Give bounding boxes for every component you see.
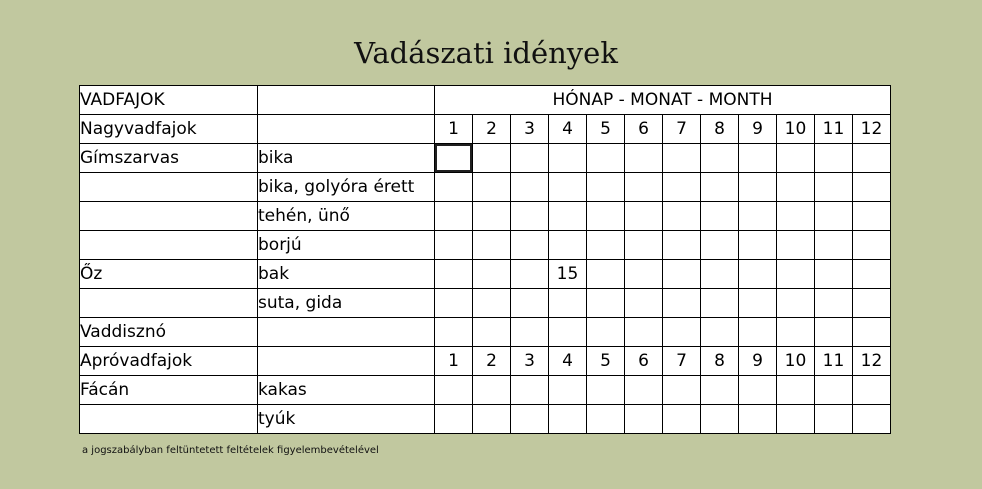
- season-open-cell[interactable]: [701, 260, 739, 289]
- season-closed-cell[interactable]: [739, 405, 777, 434]
- season-closed-cell[interactable]: [473, 231, 511, 260]
- species-cell[interactable]: Gímszarvas: [80, 144, 258, 173]
- section-label[interactable]: Nagyvadfajok: [80, 115, 258, 144]
- season-open-cell[interactable]: [777, 376, 815, 405]
- season-open-cell[interactable]: [511, 318, 549, 347]
- table-row: [80, 376, 891, 405]
- season-open-cell[interactable]: [587, 231, 625, 260]
- season-closed-cell[interactable]: [511, 173, 549, 202]
- season-open-cell[interactable]: [435, 144, 473, 173]
- season-closed-cell[interactable]: [587, 405, 625, 434]
- season-open-cell[interactable]: [625, 260, 663, 289]
- season-closed-cell[interactable]: [701, 405, 739, 434]
- season-closed-cell[interactable]: [473, 405, 511, 434]
- subcategory-header[interactable]: [258, 86, 435, 115]
- season-closed-cell[interactable]: [815, 173, 853, 202]
- table-row: [80, 318, 891, 347]
- season-closed-cell[interactable]: [549, 376, 587, 405]
- season-closed-cell[interactable]: [511, 289, 549, 318]
- season-closed-cell[interactable]: [701, 289, 739, 318]
- subcategory-cell[interactable]: tyúk: [258, 405, 435, 434]
- species-cell[interactable]: [80, 289, 258, 318]
- season-closed-cell[interactable]: [549, 144, 587, 173]
- season-closed-cell[interactable]: [587, 202, 625, 231]
- subcategory-cell[interactable]: bak: [258, 260, 435, 289]
- season-open-cell[interactable]: [777, 405, 815, 434]
- season-closed-cell[interactable]: [625, 173, 663, 202]
- season-closed-cell[interactable]: [473, 260, 511, 289]
- section-empty-cell[interactable]: [258, 115, 435, 144]
- month-number-cell[interactable]: 6: [625, 347, 663, 376]
- season-closed-cell[interactable]: [587, 376, 625, 405]
- species-header[interactable]: VADFAJOK: [80, 86, 258, 115]
- season-closed-cell[interactable]: [511, 144, 549, 173]
- month-number-cell[interactable]: 8: [701, 347, 739, 376]
- season-open-cell[interactable]: [663, 260, 701, 289]
- season-open-cell[interactable]: [435, 376, 473, 405]
- season-open-cell[interactable]: [739, 173, 777, 202]
- subcategory-cell[interactable]: kakas: [258, 376, 435, 405]
- season-open-cell[interactable]: [625, 318, 663, 347]
- month-number-cell[interactable]: 6: [625, 115, 663, 144]
- header-row: [80, 86, 891, 115]
- season-closed-cell[interactable]: [473, 173, 511, 202]
- season-open-cell[interactable]: [815, 405, 853, 434]
- season-closed-cell[interactable]: [663, 173, 701, 202]
- species-cell[interactable]: [80, 173, 258, 202]
- season-closed-cell[interactable]: [587, 173, 625, 202]
- month-number-cell[interactable]: 2: [473, 115, 511, 144]
- subcategory-cell[interactable]: [258, 318, 435, 347]
- species-cell[interactable]: [80, 231, 258, 260]
- month-number-cell[interactable]: 4: [549, 115, 587, 144]
- table-row: [80, 231, 891, 260]
- season-closed-cell[interactable]: [625, 405, 663, 434]
- season-open-cell[interactable]: [435, 405, 473, 434]
- season-open-cell[interactable]: [815, 318, 853, 347]
- subcategory-cell[interactable]: bika: [258, 144, 435, 173]
- season-closed-cell[interactable]: [701, 173, 739, 202]
- season-open-cell[interactable]: [435, 231, 473, 260]
- month-number-cell[interactable]: 8: [701, 115, 739, 144]
- season-closed-cell[interactable]: [587, 144, 625, 173]
- month-number-cell[interactable]: 3: [511, 115, 549, 144]
- season-closed-cell[interactable]: [853, 173, 891, 202]
- table-row: [80, 260, 891, 289]
- season-closed-cell[interactable]: [853, 289, 891, 318]
- season-closed-cell[interactable]: [663, 289, 701, 318]
- season-closed-cell[interactable]: [625, 202, 663, 231]
- season-open-cell[interactable]: [815, 202, 853, 231]
- season-closed-cell[interactable]: [663, 231, 701, 260]
- month-number-cell[interactable]: 10: [777, 115, 815, 144]
- month-number-cell[interactable]: 12: [853, 115, 891, 144]
- hunting-season-table: [79, 85, 891, 434]
- month-number-cell[interactable]: 9: [739, 115, 777, 144]
- season-open-cell[interactable]: [739, 260, 777, 289]
- season-closed-cell[interactable]: [587, 289, 625, 318]
- season-closed-cell[interactable]: [701, 231, 739, 260]
- season-open-cell[interactable]: [473, 376, 511, 405]
- month-number-cell[interactable]: 3: [511, 347, 549, 376]
- season-open-cell[interactable]: [587, 260, 625, 289]
- season-open-cell[interactable]: [777, 231, 815, 260]
- season-open-cell[interactable]: [739, 318, 777, 347]
- month-number-cell[interactable]: 1: [435, 115, 473, 144]
- season-open-cell[interactable]: [701, 318, 739, 347]
- section-label[interactable]: Apróvadfajok: [80, 347, 258, 376]
- subcategory-cell[interactable]: bika, golyóra érett: [258, 173, 435, 202]
- season-open-cell[interactable]: [853, 202, 891, 231]
- species-cell[interactable]: [80, 202, 258, 231]
- season-closed-cell[interactable]: [549, 289, 587, 318]
- season-closed-cell[interactable]: [625, 144, 663, 173]
- season-open-cell[interactable]: [853, 144, 891, 173]
- table-row: [80, 289, 891, 318]
- species-cell[interactable]: [80, 405, 258, 434]
- season-open-cell[interactable]: [777, 144, 815, 173]
- season-closed-cell[interactable]: [511, 231, 549, 260]
- season-closed-cell[interactable]: [511, 376, 549, 405]
- season-open-cell[interactable]: [777, 318, 815, 347]
- season-open-cell[interactable]: [777, 260, 815, 289]
- season-open-cell[interactable]: [739, 144, 777, 173]
- season-open-cell[interactable]: [815, 144, 853, 173]
- season-closed-cell[interactable]: [701, 202, 739, 231]
- table-row: [80, 405, 891, 434]
- season-closed-cell[interactable]: [663, 405, 701, 434]
- month-number-cell[interactable]: 9: [739, 347, 777, 376]
- season-closed-cell[interactable]: [815, 289, 853, 318]
- month-number-cell[interactable]: 1: [435, 347, 473, 376]
- season-closed-cell[interactable]: [777, 289, 815, 318]
- season-closed-cell[interactable]: [625, 289, 663, 318]
- season-closed-cell[interactable]: [435, 260, 473, 289]
- season-closed-cell[interactable]: [511, 405, 549, 434]
- species-cell[interactable]: Fácán: [80, 376, 258, 405]
- season-closed-cell[interactable]: [663, 202, 701, 231]
- season-closed-cell[interactable]: [435, 173, 473, 202]
- season-closed-cell[interactable]: [511, 202, 549, 231]
- subcategory-cell[interactable]: suta, gida: [258, 289, 435, 318]
- season-open-cell[interactable]: [739, 202, 777, 231]
- footnote: a jogszabályban feltüntetett feltételek figyelembevételével: [82, 445, 379, 456]
- season-closed-cell[interactable]: [663, 376, 701, 405]
- season-open-cell[interactable]: [473, 318, 511, 347]
- month-number-cell[interactable]: 7: [663, 347, 701, 376]
- season-closed-cell[interactable]: 15: [549, 260, 587, 289]
- season-closed-cell[interactable]: [549, 405, 587, 434]
- season-open-cell[interactable]: [853, 231, 891, 260]
- season-open-cell[interactable]: [625, 231, 663, 260]
- month-number-cell[interactable]: 12: [853, 347, 891, 376]
- season-open-cell[interactable]: [815, 376, 853, 405]
- season-open-cell[interactable]: [853, 405, 891, 434]
- month-number-cell[interactable]: 11: [815, 347, 853, 376]
- season-open-cell[interactable]: [549, 318, 587, 347]
- section-row: [80, 115, 891, 144]
- season-closed-cell[interactable]: [549, 173, 587, 202]
- month-header[interactable]: HÓNAP - MONAT - MONTH: [435, 86, 891, 115]
- species-cell[interactable]: Őz: [80, 260, 258, 289]
- season-closed-cell[interactable]: [701, 144, 739, 173]
- season-closed-cell[interactable]: [853, 260, 891, 289]
- section-empty-cell[interactable]: [258, 347, 435, 376]
- season-open-cell[interactable]: [587, 318, 625, 347]
- section-row: [80, 347, 891, 376]
- season-open-cell[interactable]: [435, 202, 473, 231]
- season-open-cell[interactable]: [739, 231, 777, 260]
- table-row: [80, 173, 891, 202]
- season-open-cell[interactable]: [435, 318, 473, 347]
- season-open-cell[interactable]: [549, 231, 587, 260]
- month-number-cell[interactable]: 10: [777, 347, 815, 376]
- season-open-cell[interactable]: [815, 231, 853, 260]
- season-closed-cell[interactable]: [701, 376, 739, 405]
- page-title: Vadászati idények: [354, 36, 618, 70]
- season-closed-cell[interactable]: [549, 202, 587, 231]
- subcategory-cell[interactable]: borjú: [258, 231, 435, 260]
- month-number-cell[interactable]: 5: [587, 347, 625, 376]
- season-closed-cell[interactable]: [739, 289, 777, 318]
- season-open-cell[interactable]: [853, 376, 891, 405]
- season-open-cell[interactable]: [777, 202, 815, 231]
- species-cell[interactable]: Vaddisznó: [80, 318, 258, 347]
- season-closed-cell[interactable]: [739, 376, 777, 405]
- season-open-cell[interactable]: [777, 173, 815, 202]
- season-open-cell[interactable]: [815, 260, 853, 289]
- month-number-cell[interactable]: 2: [473, 347, 511, 376]
- month-number-cell[interactable]: 11: [815, 115, 853, 144]
- table-row: [80, 144, 891, 173]
- season-closed-cell[interactable]: [511, 260, 549, 289]
- season-closed-cell[interactable]: [473, 202, 511, 231]
- season-open-cell[interactable]: [663, 318, 701, 347]
- season-open-cell[interactable]: [435, 289, 473, 318]
- season-closed-cell[interactable]: [473, 144, 511, 173]
- subcategory-cell[interactable]: tehén, ünő: [258, 202, 435, 231]
- table-row: [80, 202, 891, 231]
- month-number-cell[interactable]: 4: [549, 347, 587, 376]
- season-closed-cell[interactable]: [663, 144, 701, 173]
- season-open-cell[interactable]: [473, 289, 511, 318]
- month-number-cell[interactable]: 7: [663, 115, 701, 144]
- season-closed-cell[interactable]: [625, 376, 663, 405]
- season-open-cell[interactable]: [853, 318, 891, 347]
- month-number-cell[interactable]: 5: [587, 115, 625, 144]
